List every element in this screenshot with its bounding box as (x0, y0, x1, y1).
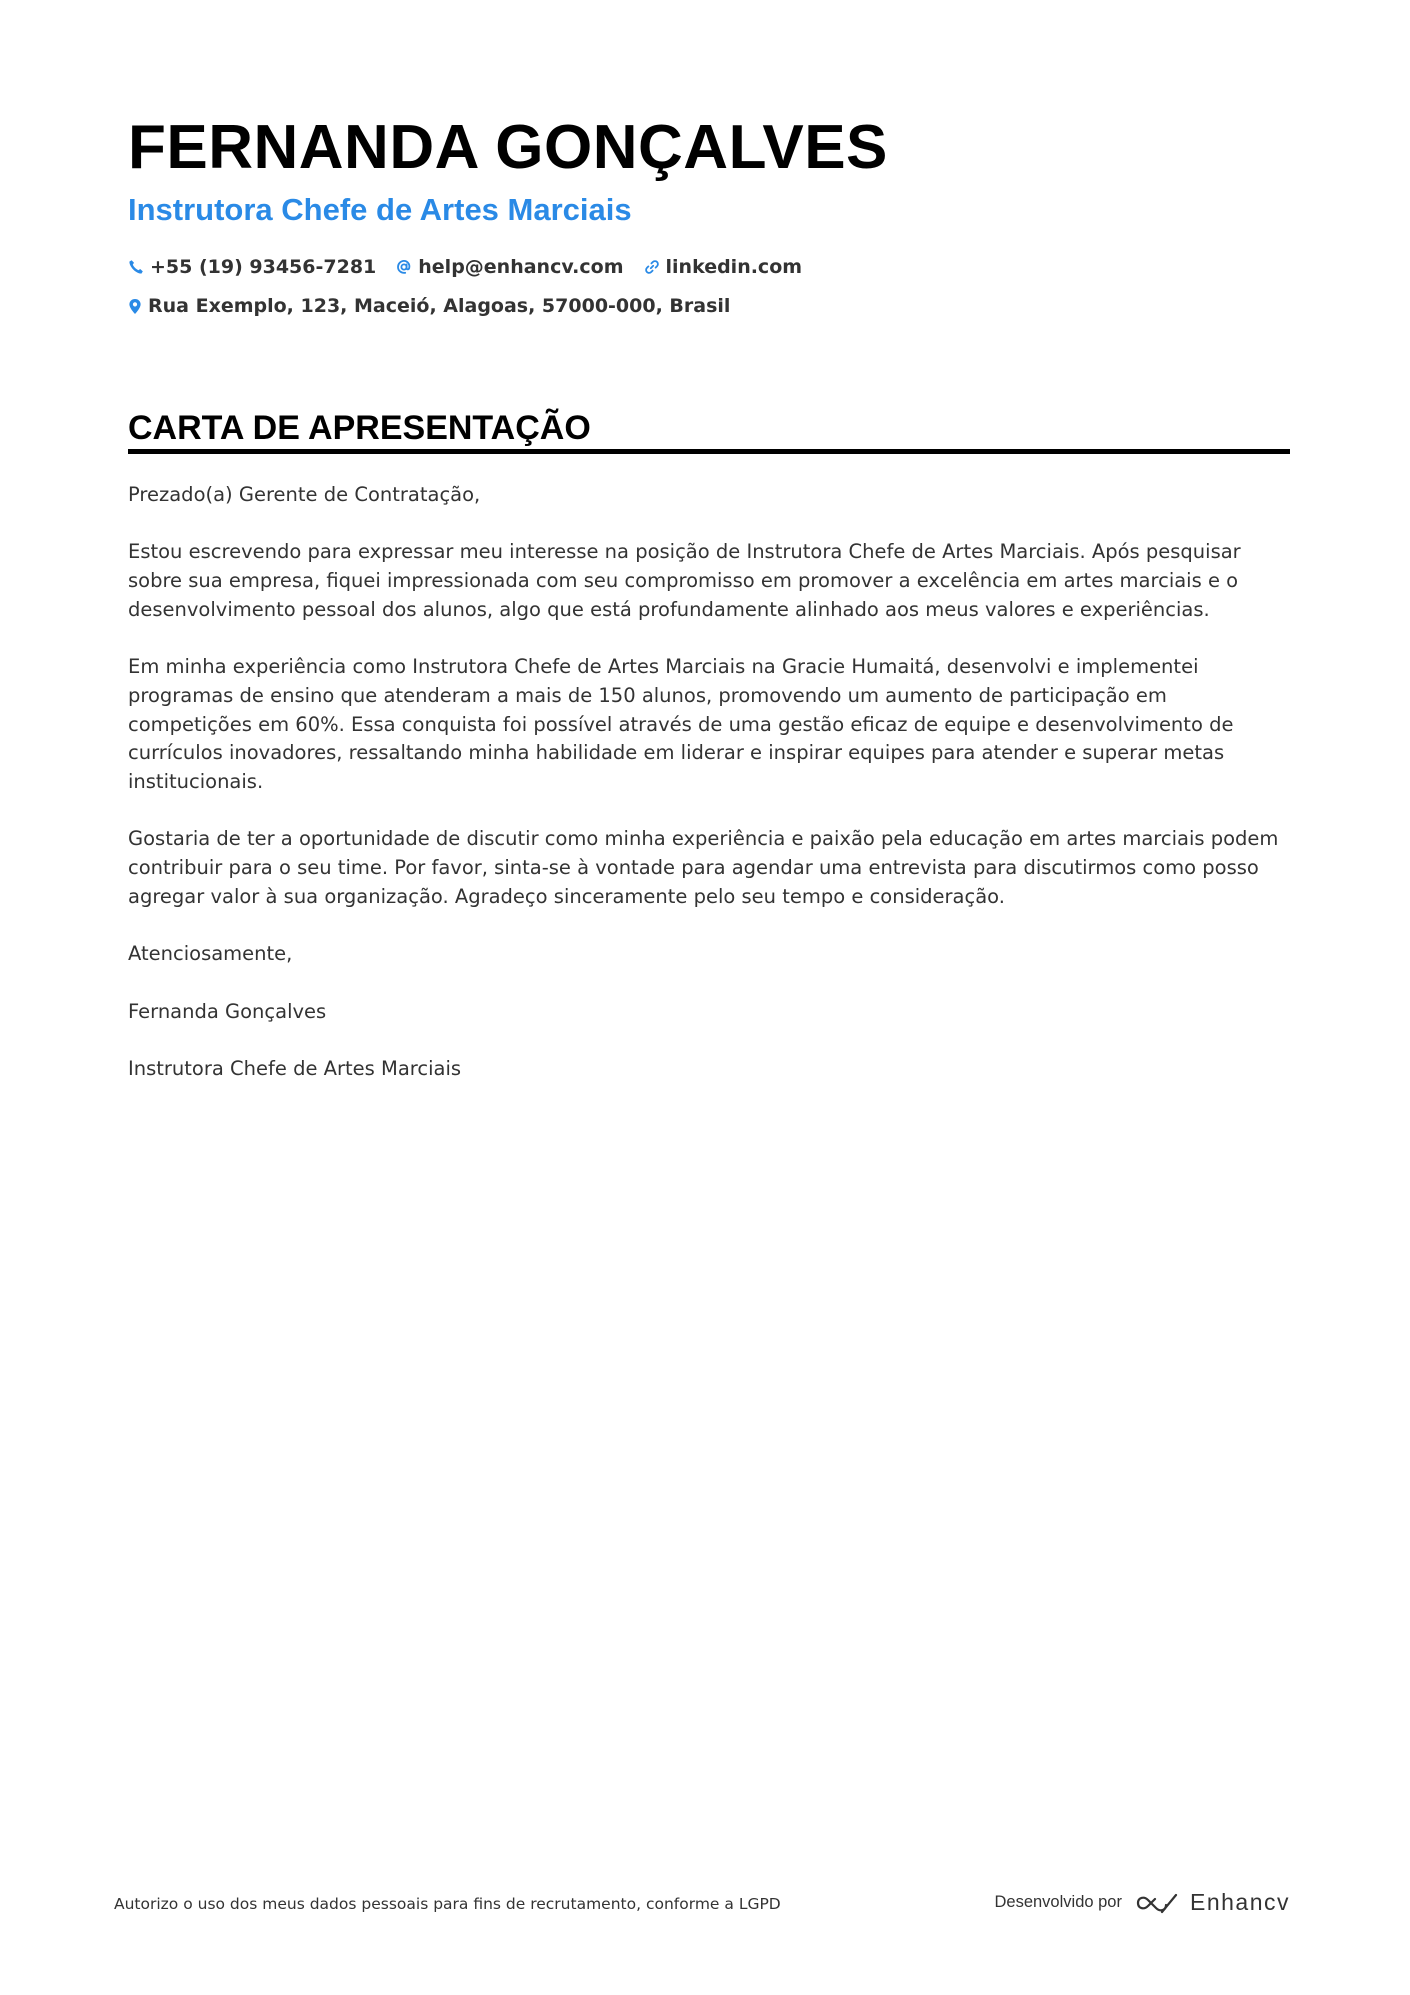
brand-wordmark[interactable]: Enhancv (1189, 1889, 1290, 1915)
letter-closing: Atenciosamente, (128, 942, 293, 966)
contact-row-primary (128, 254, 822, 280)
section-title: CARTA DE APRESENTAÇÃO (128, 409, 591, 447)
powered-by-label: Desenvolvido por (994, 1893, 1122, 1911)
section-divider (128, 449, 1290, 454)
email-text[interactable]: help@enhancv.com (418, 256, 624, 278)
contact-row-address (128, 293, 750, 319)
location-icon (128, 298, 142, 315)
signature-name: Fernanda Gonçalves (128, 999, 327, 1023)
candidate-name: FERNANDA GONÇALVES (128, 113, 888, 182)
address-text: Rua Exemplo, 123, Maceió, Alagoas, 57000-000, Brasil (148, 295, 731, 317)
contact-email[interactable] (396, 254, 623, 280)
phone-text: +55 (19) 93456-7281 (150, 256, 377, 278)
letter-body (128, 481, 1288, 1112)
contact-phone (128, 254, 376, 280)
signature-title: Instrutora Chefe de Artes Marciais (128, 1056, 462, 1080)
letter-paragraph: Gostaria de ter a oportunidade de discutir como minha experiência e paixão pela educação em artes marciais podem contribuir para o seu time. Por favor, sinta-se à vontade para agendar uma entrevista para discutirmos como posso agregar valor à sua organização. Agradeço sinceramente pelo seu tempo e consideração. (128, 827, 1279, 908)
candidate-role: Instrutora Chefe de Artes Marciais (128, 192, 632, 227)
contact-address (128, 293, 730, 319)
link-icon (644, 259, 660, 275)
footer-consent: Autorizo o uso dos meus dados pessoais para fins de recrutamento, conforme a LGPD (114, 1895, 781, 1913)
link-text[interactable]: linkedin.com (665, 256, 803, 278)
contact-link[interactable] (644, 254, 803, 280)
letter-paragraph: Em minha experiência como Instrutora Chefe de Artes Marciais na Gracie Humaitá, desenvolvi e implementei programas de ensino que atenderam a mais de 150 alunos, promovendo um aumento de participação em competições em 60%. Essa conquista foi possível através de uma gestão eficaz de equipe e desenvolvimento de currículos inovadores, ressaltando minha habilidade em liderar e inspirar equipes para atender e superar metas institucionais. (128, 655, 1234, 793)
footer-branding[interactable] (994, 1889, 1290, 1916)
letter-paragraph: Estou escrevendo para expressar meu interesse na posição de Instrutora Chefe de Artes Marciais. Após pesquisar sobre sua empresa, fiquei impressionada com seu compromisso em promover a excelência em artes marciais e o desenvolvimento pessoal dos alunos, algo que está profundamente alinhado aos meus valores e experiências. (128, 540, 1241, 621)
at-icon (396, 259, 412, 275)
enhancv-logo-icon (1134, 1891, 1180, 1915)
phone-icon (128, 259, 144, 275)
letter-greeting: Prezado(a) Gerente de Contratação, (128, 483, 481, 506)
